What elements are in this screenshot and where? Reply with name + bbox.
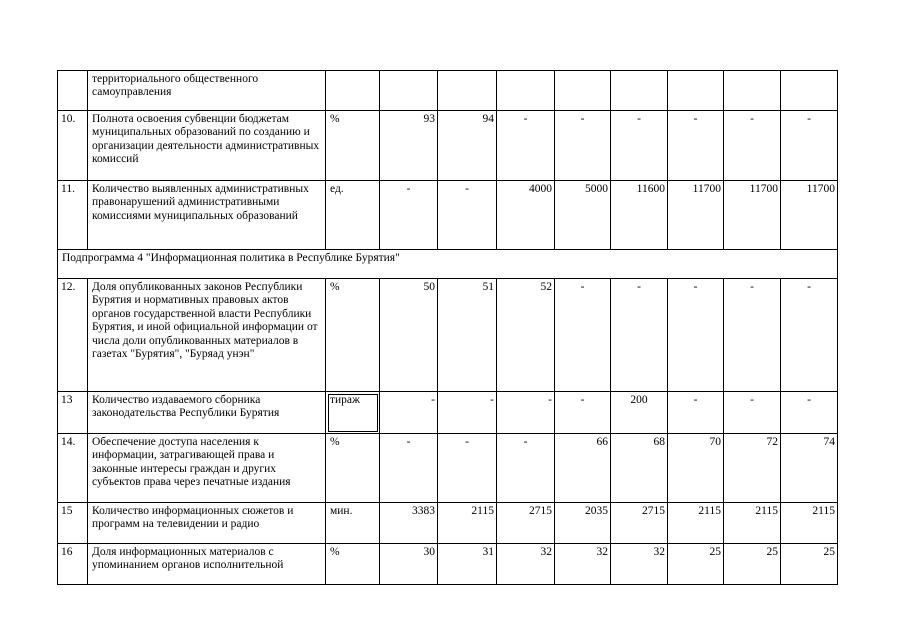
- value-cell: 32: [555, 544, 611, 585]
- value-cell: [724, 71, 781, 111]
- value-cell: -: [380, 181, 438, 250]
- value-cell: 11700: [781, 181, 838, 250]
- section-row: [58, 250, 838, 279]
- value-cell: 2115: [438, 503, 497, 544]
- row-number: 11.: [58, 181, 88, 250]
- value-cell: 32: [611, 544, 668, 585]
- value-cell: 74: [781, 434, 838, 503]
- table-row: [58, 392, 838, 434]
- value-cell: 50: [380, 279, 438, 392]
- value-cell: 11700: [724, 181, 781, 250]
- row-number: [58, 71, 88, 111]
- value-cell: [611, 71, 668, 111]
- indicator-description: Полнота освоения субвенции бюджетам муниципальных образований по созданию и организации деятельности административных комиссий: [88, 111, 326, 181]
- value-cell: 68: [611, 434, 668, 503]
- table-row: [58, 434, 838, 503]
- value-cell: -: [781, 111, 838, 181]
- value-cell: -: [497, 392, 555, 434]
- unit-cell: [326, 71, 380, 111]
- value-cell: -: [611, 279, 668, 392]
- section-title: Подпрограмма 4 "Информационная политика в Республике Бурятия": [58, 250, 838, 279]
- table-row: [58, 544, 838, 585]
- table-row: [58, 503, 838, 544]
- row-number: 15: [58, 503, 88, 544]
- value-cell: -: [380, 434, 438, 503]
- value-cell: -: [611, 111, 668, 181]
- unit-cell: тираж: [326, 392, 380, 434]
- value-cell: -: [555, 111, 611, 181]
- value-cell: 25: [724, 544, 781, 585]
- indicator-description: Количество выявленных административных правонарушений административными комиссиями муниципальных образований: [88, 181, 326, 250]
- value-cell: 30: [380, 544, 438, 585]
- indicator-description: Количество издаваемого сборника законодательства Республики Бурятия: [88, 392, 326, 434]
- unit-cell: мин.: [326, 503, 380, 544]
- value-cell: 3383: [380, 503, 438, 544]
- value-cell: -: [438, 181, 497, 250]
- value-cell: 2035: [555, 503, 611, 544]
- value-cell: 2115: [724, 503, 781, 544]
- value-cell: -: [668, 111, 724, 181]
- value-cell: -: [497, 111, 555, 181]
- value-cell: 70: [668, 434, 724, 503]
- indicator-description: территориального общественного самоуправления: [88, 71, 326, 111]
- value-cell: -: [555, 279, 611, 392]
- row-number: 12.: [58, 279, 88, 392]
- value-cell: 25: [781, 544, 838, 585]
- value-cell: [668, 71, 724, 111]
- value-cell: -: [668, 279, 724, 392]
- value-cell: [555, 71, 611, 111]
- value-cell: 25: [668, 544, 724, 585]
- row-number: 13: [58, 392, 88, 434]
- table-row: [58, 71, 838, 111]
- value-cell: 93: [380, 111, 438, 181]
- value-cell: 5000: [555, 181, 611, 250]
- value-cell: [380, 71, 438, 111]
- indicator-description: Количество информационных сюжетов и программ на телевидении и радио: [88, 503, 326, 544]
- value-cell: -: [781, 392, 838, 434]
- value-cell: [781, 71, 838, 111]
- value-cell: -: [555, 392, 611, 434]
- value-cell: 32: [497, 544, 555, 585]
- value-cell: -: [668, 392, 724, 434]
- value-cell: [438, 71, 497, 111]
- value-cell: 2715: [497, 503, 555, 544]
- value-cell: 11600: [611, 181, 668, 250]
- row-number: 10.: [58, 111, 88, 181]
- value-cell: -: [497, 434, 555, 503]
- value-cell: 4000: [497, 181, 555, 250]
- row-number: 14.: [58, 434, 88, 503]
- unit-cell: ед.: [326, 181, 380, 250]
- value-cell: -: [781, 279, 838, 392]
- value-cell: 11700: [668, 181, 724, 250]
- value-cell: 31: [438, 544, 497, 585]
- unit-cell: %: [326, 434, 380, 503]
- unit-cell: %: [326, 279, 380, 392]
- value-cell: -: [724, 111, 781, 181]
- table-row: [58, 111, 838, 181]
- row-number: 16: [58, 544, 88, 585]
- value-cell: 2715: [611, 503, 668, 544]
- value-cell: 72: [724, 434, 781, 503]
- indicator-description: Обеспечение доступа населения к информации, затрагивающей права и законные интересы граждан и других субъектов права через печатные издания: [88, 434, 326, 503]
- value-cell: 2115: [781, 503, 838, 544]
- value-cell: 66: [555, 434, 611, 503]
- value-cell: [497, 71, 555, 111]
- value-cell: -: [438, 392, 497, 434]
- table-row: [58, 279, 838, 392]
- table-row: [58, 181, 838, 250]
- value-cell: -: [380, 392, 438, 434]
- value-cell: -: [724, 279, 781, 392]
- indicators-table: [57, 70, 838, 585]
- value-cell: 2115: [668, 503, 724, 544]
- indicator-description: Доля опубликованных законов Республики Бурятия и нормативных правовых актов органов государственной власти Республики Бурятия, и иной официальной информации от числа доли опубликованных материалов в газетах "Бурятия", "Буряад унэн": [88, 279, 326, 392]
- value-cell: 94: [438, 111, 497, 181]
- value-cell: -: [438, 434, 497, 503]
- value-cell: -: [724, 392, 781, 434]
- value-cell: 200: [611, 392, 668, 434]
- value-cell: 51: [438, 279, 497, 392]
- value-cell: 52: [497, 279, 555, 392]
- unit-cell: %: [326, 111, 380, 181]
- indicator-description: Доля информационных материалов с упоминанием органов исполнительной: [88, 544, 326, 585]
- unit-cell: %: [326, 544, 380, 585]
